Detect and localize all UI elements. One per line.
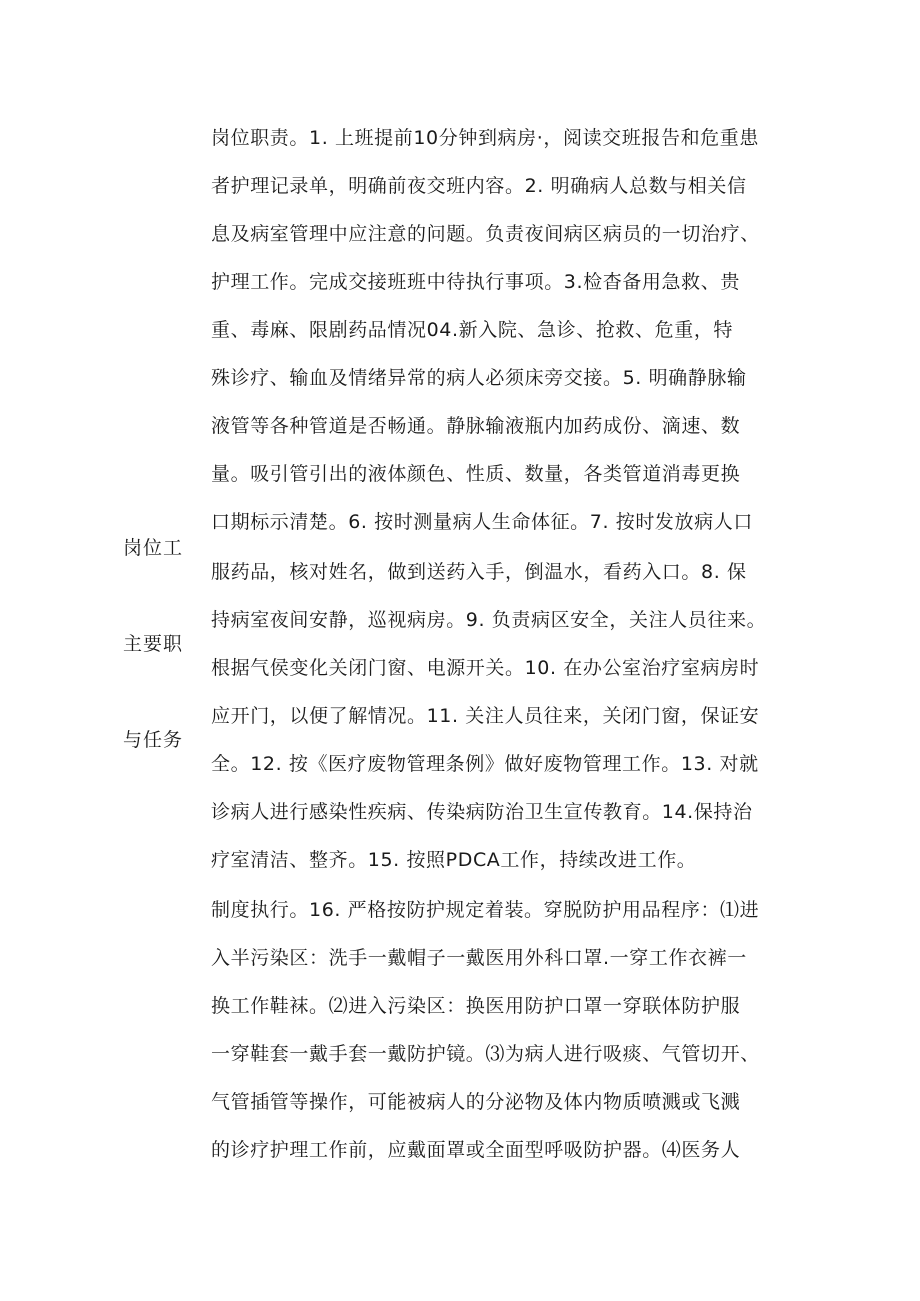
text-line: 者护理记录单，明确前夜交班内容。2. 明确病人总数与相关信 bbox=[211, 175, 747, 197]
text-line: 换工作鞋袜。⑵进入污染区：换医用防护口罩一穿联体防护服 bbox=[211, 995, 741, 1017]
text-line: 制度执行。16. 严格按防护规定着装。穿脱防护用品程序：⑴进 bbox=[211, 899, 760, 921]
left-label-line-3: 与任务 bbox=[123, 729, 184, 751]
text-line: 诊病人进行感染性疾病、传染病防治卫生宣传教育。14.保持治 bbox=[211, 801, 753, 823]
text-line: 重、毒麻、限剧药品情况04.新入院、急诊、抢救、危重，特 bbox=[211, 319, 734, 341]
text-line: 护理工作。完成交接班班中待执行事项。3.检杳备用急救、贵 bbox=[211, 271, 740, 293]
text-line: 入半污染区：洗手一戴帽子一戴医用外科口罩.一穿工作衣裤一 bbox=[211, 947, 747, 969]
text-line: 岗位职责。1. 上班提前10分钟到病房·，阅读交班报告和危重患 bbox=[211, 127, 759, 149]
text-line: 服药品，核对姓名，做到送药入手，倒温水，看药入口。8. 保 bbox=[211, 561, 747, 583]
text-line: 息及病室管理中应注意的问题。负责夜间病区病员的一切治疗、 bbox=[211, 223, 760, 245]
text-line: 气管插管等操作，可能被病人的分泌物及体内物质喷溅或飞溅 bbox=[211, 1091, 741, 1113]
text-line: 疗室清洁、整齐。15. 按照PDCA工作，持续改进工作。 bbox=[211, 849, 697, 871]
left-label-line-2: 主要职 bbox=[123, 633, 184, 655]
text-line: 液管等各种管道是否畅通。静脉输液瓶内加药成份、滴速、数 bbox=[211, 415, 741, 437]
text-line: 全。12. 按《医疗废物管理条例》做好废物管理工作。13. 对就 bbox=[211, 753, 759, 775]
text-line: 的诊疗护理工作前，应戴面罩或全面型呼吸防护器。⑷医务人 bbox=[211, 1139, 741, 1161]
left-label-line-1: 岗位工 bbox=[123, 537, 184, 559]
text-line: 持病室夜间安静，巡视病房。9. 负责病区安全，关注人员往来。 bbox=[211, 609, 767, 631]
text-line: 应开门，以便了解情况。11. 关注人员往来，关闭门窗，保证安 bbox=[211, 705, 760, 727]
text-line: 量。吸引管引出的液体颜色、性质、数量，各类管道消毒更换 bbox=[211, 463, 741, 485]
text-line: 殊诊疗、输血及情绪异常的病人必须床旁交接。5. 明确静脉输 bbox=[211, 367, 747, 389]
text-line: 一穿鞋套一戴手套一戴防护镜。⑶为病人进行吸痰、气管切开、 bbox=[211, 1043, 760, 1065]
text-line: 根据气侯变化关闭门窗、电源开关。10. 在办公室治疗室病房时 bbox=[211, 657, 760, 679]
text-line: 口期标示清楚。6. 按时测量病人生命体征。7. 按时发放病人口 bbox=[211, 511, 753, 533]
